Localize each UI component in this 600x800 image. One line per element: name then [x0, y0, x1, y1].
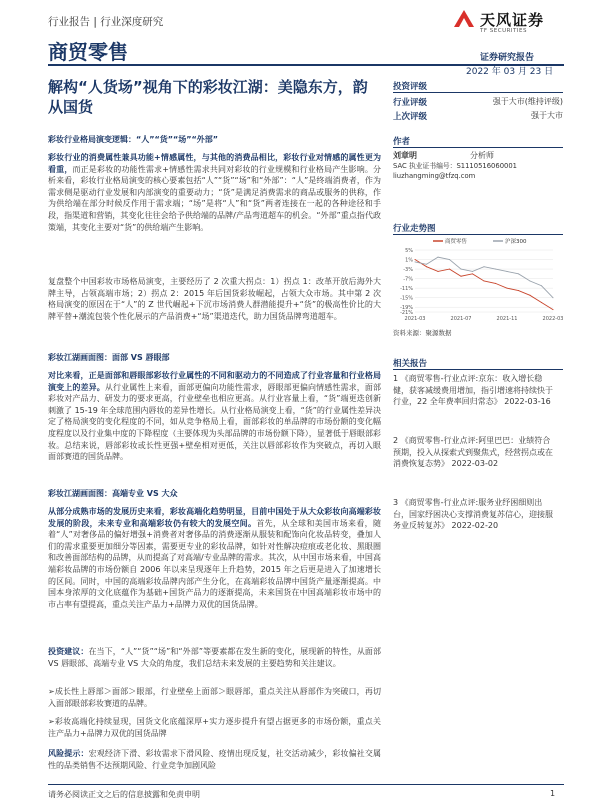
author-role: 分析师 — [470, 151, 494, 160]
report-type: 证券研究报告 — [480, 53, 535, 63]
section-2-text: 从行业属性上来看，面部更偏向功能性需求，唇眼部更偏向情感性需求，面部彩妆对产品力、研发力的要求更高，行业壁垒也相应更高。从行业容量上看，“货”端更迭创新刺激了 15-19 年全球范围内唇妆的差异性增长。从行业格局演变上看，“货”的行业属性差异决定了格局演变的变化程度的不同，如从竞争格局上看，面部彩妆的单品牌的市场份额的变化幅度程度以及行业集中度的下降程度（主要体现为头部品牌的市场份额下降），显著低于唇眼部彩妆。总结来说，唇部彩妆或长性更强+壁垒相对更低，关注以唇部彩妆作为突破点，再切入眼面部赛道的国货品牌。 — [48, 382, 381, 462]
data-point — [541, 302, 542, 303]
report-category: 行业报告 | 行业深度研究 — [48, 16, 164, 28]
data-point — [507, 271, 508, 272]
y-tick-label: -11% — [400, 286, 413, 293]
related-rule — [393, 369, 563, 370]
page-number: 1 — [550, 789, 556, 798]
data-point — [449, 269, 450, 270]
section-3-lead: 从部分成熟市场的发展历史来看，彩妆高端化趋势明显，目前中国处于从大众彩妆向高端彩妆发展的阶段，未来专业和高端彩妆仍有较大的发展空间。 — [48, 507, 381, 528]
y-tick-label: -19% — [400, 305, 413, 312]
related-report-2[interactable]: 2 《商贸零售-行业点评:阿里巴巴：业绩符合预期，投入从探索式到聚焦式，经营拐点或在消费恢复态势》 2022-03-02 — [393, 436, 553, 468]
logo-subtext: TF SECURITIES — [480, 28, 527, 34]
data-point — [484, 281, 485, 282]
x-tick-label: 2021-11 — [496, 316, 518, 322]
series-line — [415, 257, 553, 298]
x-tick-label: 2022-03 — [542, 316, 563, 322]
data-point — [415, 259, 416, 260]
header-divider — [48, 64, 564, 66]
logo-icon — [452, 7, 476, 31]
section-1-text: 而正是彩妆的功能性需求+情感性需求共同对彩妆的行业规模和行业格局产生影响。分析来看，彩妆行业格局演变的核心要素包括“人”“货”“场”和“外部”：“人”是终端消费者，作为需求侧是驱动行业发展和内部演变的重要动力；“货”是满足消费需求的商品或服务的供称，作为供给端在部分时候反作用于需求端；“场”是将“人”和“货”两者连接在一起的各种途径和手段，指渠道和营销，其变化往往会给予供给端的品牌/产品弯道超车的机会。“外部”重点指代政策端，其变化主要对“货”的供给端产生影响。 — [48, 164, 382, 232]
data-point — [484, 266, 485, 267]
logo-text: 天风证券 — [480, 11, 545, 29]
y-tick-label: -7% — [403, 276, 413, 283]
y-tick-label: -3% — [403, 267, 413, 274]
y-tick-label: 5% — [405, 248, 413, 254]
section-3-para — [48, 506, 381, 610]
company-logo — [452, 7, 562, 39]
legend-label: 沪深300 — [505, 239, 527, 245]
investment-text: 在当下，“人”“货”“场”和“外部”等要素都在发生新的变化，展现新的特性，从面部 VS 唇眼部、高端专业 VS 大众的角度，我们总结未来发展的主要趋势和关注建议。 — [48, 647, 382, 668]
industry-name: 商贸零售 — [48, 40, 128, 64]
data-point — [461, 276, 462, 277]
data-point — [553, 297, 554, 298]
section-2-lead: 对比来看，正是面部和唇眼部彩妆行业属性的不同和驱动力的不同造成了行业容量和行业格局演变上的差异。 — [48, 371, 381, 392]
related-heading: 相关报告 — [393, 359, 428, 369]
data-point — [449, 259, 450, 260]
data-point — [530, 281, 531, 282]
y-tick-label: -21% — [400, 310, 413, 316]
data-point — [415, 261, 416, 262]
risk-label: 风险提示： — [48, 749, 89, 758]
data-point — [438, 257, 439, 258]
data-point — [426, 264, 427, 265]
data-point — [553, 309, 554, 310]
author-heading: 作者 — [393, 137, 411, 147]
data-point — [472, 273, 473, 274]
report-title: 解构“人货场”视角下的彩妆江湖：美隐东方，韵从国货 — [48, 78, 368, 116]
author-name: 刘章明 — [393, 151, 417, 160]
industry-trend-chart — [393, 236, 563, 324]
data-point — [507, 288, 508, 289]
data-point — [495, 269, 496, 270]
data-point — [518, 273, 519, 274]
section-1-para-2: 复盘整个中国彩妆市场格局演变，主要经历了 2 次重大拐点：1）拐点 1：改革开放后海外大牌主导，占领高端市场；2）拐点 2：2015 年后国货彩妆崛起，占领大众市场。其中第 2 次格局演变的原因在于“人”的 Z 世代崛起+下沉市场消费人群潜能提升+“货”的极高性价比的大牌平替+潮流包装个性化展示的产品消费+“场”渠道迭代，助力国货品牌弯道超车。 — [48, 277, 381, 321]
author-email[interactable]: liuzhangming@tfzq.com — [393, 172, 476, 180]
trend-rule — [393, 234, 563, 235]
previous-rating-label: 上次评级 — [393, 112, 428, 122]
investment-label: 投资建议： — [48, 647, 89, 656]
y-tick-label: -15% — [400, 295, 413, 302]
rating-heading: 投资评级 — [393, 82, 428, 92]
bullet-2: ➢彩妆高端化持续显现，国货文化底蕴深厚+实力逐步提升有望占据更多的市场份额，重点关注产品力+品牌力双优的国货品牌 — [48, 717, 381, 738]
section-1-lead: 彩妆行业的消费属性兼具功能+情感属性，与其他的消费品相比，彩妆行业对情感的属性更为看重， — [48, 153, 381, 174]
investment-advice — [48, 646, 381, 669]
bullet-1: ➢成长性上唇部＞面部＞眼部，行业壁垒上面部＞眼唇部，重点关注从唇部作为突破口，再切入面部眼部彩妆赛道的品牌。 — [48, 687, 381, 708]
chart-source: 资料来源：聚源数据 — [393, 329, 452, 337]
x-tick-label: 2021-07 — [450, 316, 472, 322]
x-tick-label: 2021-03 — [404, 316, 426, 322]
risk-warning — [48, 748, 381, 771]
author-rule — [393, 147, 563, 148]
section-2-title: 彩妆江湖画面图：面部 VS 唇眼部 — [48, 353, 170, 362]
section-3-text: 首先，从全球和美国市场来看，随着“人”对奢侈品的偏好增强+消费者对奢侈品的消费逐渐从服装和配饰向化妆品转变，叠加人们的需求重要更加细分等因素，需要更专业的彩妆品牌，如针对性解决痘痕或老化妆、黑眼圈和改善面部结构的品牌，从而提高了对高端/专业品牌的需求。其次，从中国市场来看，中国高端彩妆品牌的市场份额自 2006 年以来呈现逐年上升趋势，2015 年之后更是进入了加速增长的区间。同时，中国的高端彩妆品牌内部产生分化，在高端彩妆品牌中国货产量逐渐提高。中国本身浓厚的文化底蕴作为基础+国货产品力的逐渐提高，未来国货在中国高端彩妆市场中的市占率有望提高，重点关注产品力+品牌力双优的国货品牌。 — [48, 518, 382, 609]
y-tick-label: 1% — [405, 257, 413, 264]
footer-divider — [48, 784, 564, 785]
data-point — [518, 290, 519, 291]
data-point — [530, 295, 531, 296]
related-report-3[interactable]: 3 《商贸零售-行业点评:服务业纾困细则出台，国家纾困决心支撑消费复苏信心，迎接服务业反转复苏》 2022-02-20 — [393, 498, 553, 530]
author-cert: SAC 执业证书编号：S1110516060001 — [393, 162, 517, 170]
footer-disclaimer: 请务必阅读正文之后的信息披露和免责申明 — [48, 790, 200, 799]
data-point — [426, 266, 427, 267]
section-1-para-1 — [48, 152, 381, 233]
section-1-title: 彩妆行业格局演变逻辑：“人”“货”“场”“外部” — [48, 135, 219, 144]
data-point — [472, 271, 473, 272]
previous-rating-value: 强于大市 — [531, 111, 563, 120]
trend-heading: 行业走势图 — [393, 224, 436, 234]
data-point — [438, 271, 439, 272]
rating-rule — [393, 92, 563, 93]
data-point — [495, 283, 496, 284]
risk-text: 宏观经济下滑、彩妆需求下滑风险、疫情出现反复，社交活动减少，彩妆偏社交属性的品类销售不达预期风险、行业竞争加剧风险 — [48, 749, 381, 770]
related-report-1[interactable]: 1 《商贸零售-行业点评:京东：收入增长稳健，获客减缓费用增加，指引增速将持续快于行业，22 全年费率回归常态》 2022-03-16 — [393, 374, 553, 406]
data-point — [541, 285, 542, 286]
industry-rating-label: 行业评级 — [393, 98, 428, 108]
section-3-title: 彩妆江湖画面图：高端专业 VS 大众 — [48, 489, 178, 498]
legend-label: 商贸零售 — [445, 239, 468, 245]
data-point — [461, 269, 462, 270]
industry-rating-value: 强于大市(维持评级) — [492, 97, 563, 106]
report-date: 2022 年 03 月 23 日 — [466, 67, 554, 77]
section-2-para — [48, 370, 381, 463]
